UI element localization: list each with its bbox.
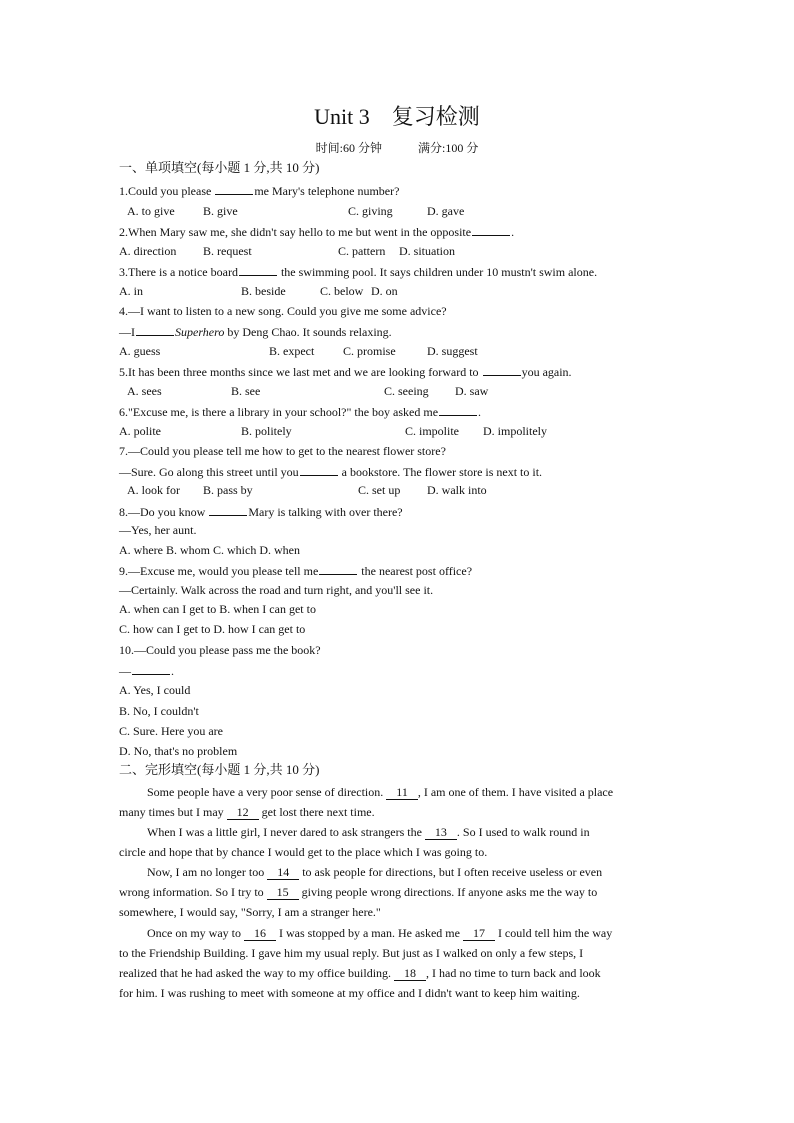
question-4-reply: —I Superhero by Deng Chao. It sounds relaxing. <box>119 325 392 339</box>
cloze-line: realized that he had asked the way to my office building. 18 , I had no time to turn back and look <box>119 966 601 980</box>
option-c: C. promise <box>343 344 396 358</box>
option-d: D. on <box>371 284 398 298</box>
cloze-blank-14: 14 <box>267 866 299 880</box>
cloze-line: Some people have a very poor sense of direction. 11 , I am one of them. I have visited a place <box>147 785 614 799</box>
question-3: 3.There is a notice board the swimming pool. It says children under 10 mustn't swim alone. <box>119 265 598 279</box>
section-header-single-choice: 一、单项填空(每小题 1 分,共 10 分) <box>119 160 320 175</box>
exam-meta <box>0 140 794 156</box>
option-a: A. look for <box>127 483 180 497</box>
option-d: D. impolitely <box>483 424 547 438</box>
cloze-blank-13: 13 <box>425 826 457 840</box>
answer-blank <box>239 263 277 276</box>
question-5: 5.It has been three months since we last met and we are looking forward to you again. <box>119 365 572 379</box>
answer-blank <box>209 503 247 516</box>
option-c: C. set up <box>358 483 401 497</box>
answer-blank <box>483 363 521 376</box>
option-a: A. in <box>119 284 143 298</box>
option-d: D. situation <box>399 244 455 258</box>
cloze-line: to the Friendship Building. I gave him my usual reply. But just as I walked on only a few steps, I <box>119 946 584 960</box>
option-b: B. give <box>203 204 238 218</box>
question-2: 2.When Mary saw me, she didn't say hello to me but went in the opposite . <box>119 225 515 239</box>
page-title <box>0 104 794 130</box>
cloze-blank-11: 11 <box>386 786 418 800</box>
cloze-blank-12: 12 <box>227 806 259 820</box>
option-d: D. gave <box>427 204 465 218</box>
question-8: 8.—Do you know Mary is talking with over there? <box>119 505 403 519</box>
unit-label: Unit 3 <box>314 104 370 129</box>
option-d: D. walk into <box>427 483 487 497</box>
answer-blank <box>439 403 477 416</box>
option-b: B. see <box>231 384 261 398</box>
time-limit: 时间:60 分钟 <box>315 141 382 155</box>
question-9-reply: —Certainly. Walk across the road and turn right, and you'll see it. <box>119 583 434 597</box>
option-b: B. politely <box>241 424 292 438</box>
question-1: 1.Could you please me Mary's telephone number? <box>119 184 400 198</box>
option-d: D. suggest <box>427 344 478 358</box>
cloze-line: circle and hope that by chance I would get to the place which I was going to. <box>119 845 488 859</box>
option-b: B. expect <box>269 344 315 358</box>
question-4: 4.—I want to listen to a new song. Could you give me some advice? <box>119 304 447 318</box>
option-a: A. polite <box>119 424 161 438</box>
option-c: C. giving <box>348 204 393 218</box>
option-c: C. below <box>320 284 364 298</box>
topic-label: 复习检测 <box>391 104 480 129</box>
answer-blank <box>319 562 357 575</box>
q8-options: A. where B. whom C. which D. when <box>119 543 300 557</box>
option-d: D. saw <box>455 384 489 398</box>
answer-blank <box>215 182 253 195</box>
option-a: A. direction <box>119 244 177 258</box>
option-a: A. Yes, I could <box>119 683 191 697</box>
q9-options-cd: C. how can I get to D. how I can get to <box>119 622 306 636</box>
option-a: A. sees <box>127 384 162 398</box>
cloze-line: Once on my way to 16 I was stopped by a man. He asked me 17 I could tell him the way <box>147 926 613 940</box>
cloze-line: many times but I may 12 get lost there next time. <box>119 805 375 819</box>
answer-blank <box>472 223 510 236</box>
cloze-blank-15: 15 <box>267 886 299 900</box>
option-c: C. seeing <box>384 384 429 398</box>
option-a: A. guess <box>119 344 161 358</box>
section-header-cloze: 二、完形填空(每小题 1 分,共 10 分) <box>119 762 320 777</box>
question-9: 9.—Excuse me, would you please tell me the nearest post office? <box>119 564 473 578</box>
cloze-line: for him. I was rushing to meet with someone at my office and I didn't want to keep him waiting. <box>119 986 580 1000</box>
option-a: A. to give <box>127 204 175 218</box>
answer-blank <box>300 463 338 476</box>
question-10-reply: — . <box>119 664 174 678</box>
option-c: C. Sure. Here you are <box>119 724 223 738</box>
option-b: B. No, I couldn't <box>119 704 199 718</box>
cloze-blank-17: 17 <box>463 927 495 941</box>
option-b: B. beside <box>241 284 286 298</box>
cloze-blank-16: 16 <box>244 927 276 941</box>
option-d: D. No, that's no problem <box>119 744 238 758</box>
question-8-reply: —Yes, her aunt. <box>119 523 197 537</box>
option-b: B. pass by <box>203 483 253 497</box>
question-7: 7.—Could you please tell me how to get to the nearest flower store? <box>119 444 446 458</box>
question-6: 6."Excuse me, is there a library in your school?" the boy asked me . <box>119 405 482 419</box>
answer-blank <box>136 323 174 336</box>
full-score: 满分:100 分 <box>418 141 479 155</box>
cloze-line: wrong information. So I try to 15 giving people wrong directions. If anyone asks me the way to <box>119 885 598 899</box>
option-b: B. request <box>203 244 252 258</box>
cloze-blank-18: 18 <box>394 967 426 981</box>
song-title: Superhero <box>175 325 225 339</box>
cloze-line: When I was a little girl, I never dared to ask strangers the 13 . So I used to walk round in <box>147 825 590 839</box>
cloze-line: Now, I am no longer too 14 to ask people for directions, but I often receive useless or even <box>147 865 603 879</box>
option-c: C. pattern <box>338 244 386 258</box>
q9-options-ab: A. when can I get to B. when I can get to <box>119 602 316 616</box>
answer-blank <box>132 662 170 675</box>
cloze-line: somewhere, I would say, "Sorry, I am a stranger here." <box>119 905 381 919</box>
option-c: C. impolite <box>405 424 459 438</box>
question-7-reply: —Sure. Go along this street until you a bookstore. The flower store is next to it. <box>119 465 543 479</box>
question-10: 10.—Could you please pass me the book? <box>119 643 321 657</box>
